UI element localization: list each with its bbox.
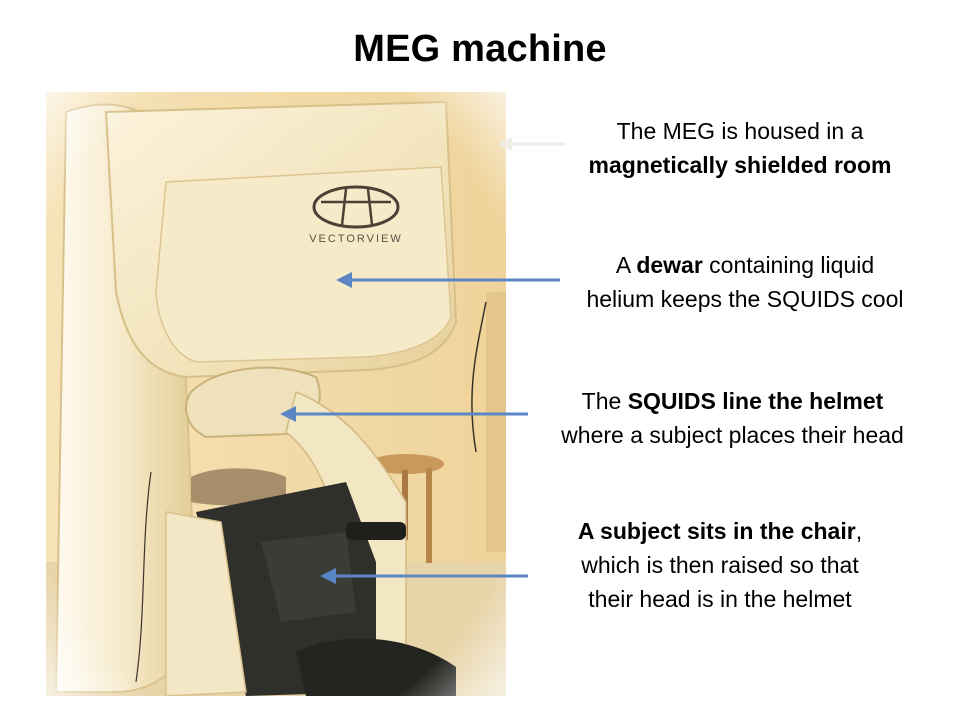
caption-dewar (540, 248, 950, 316)
meg-machine-photo (46, 92, 506, 696)
caption-line: A dewar containing liquid (615, 252, 875, 278)
caption-line: helium keeps the SQUIDS cool (586, 286, 904, 312)
caption-line: The SQUIDS line the helmet (581, 388, 884, 414)
caption-line: which is then raised so that (581, 552, 859, 578)
caption-line: The MEG is housed in a (616, 118, 864, 144)
caption-line: where a subject places their head (561, 422, 904, 448)
caption-chair (520, 514, 920, 616)
caption-line: their head is in the helmet (588, 586, 852, 612)
slide-title: MEG machine (353, 28, 607, 70)
caption-line: magnetically shielded room (588, 152, 892, 178)
caption-squids (510, 384, 955, 452)
caption-shielded-room (540, 114, 940, 182)
caption-line: A subject sits in the chair, (577, 518, 863, 544)
